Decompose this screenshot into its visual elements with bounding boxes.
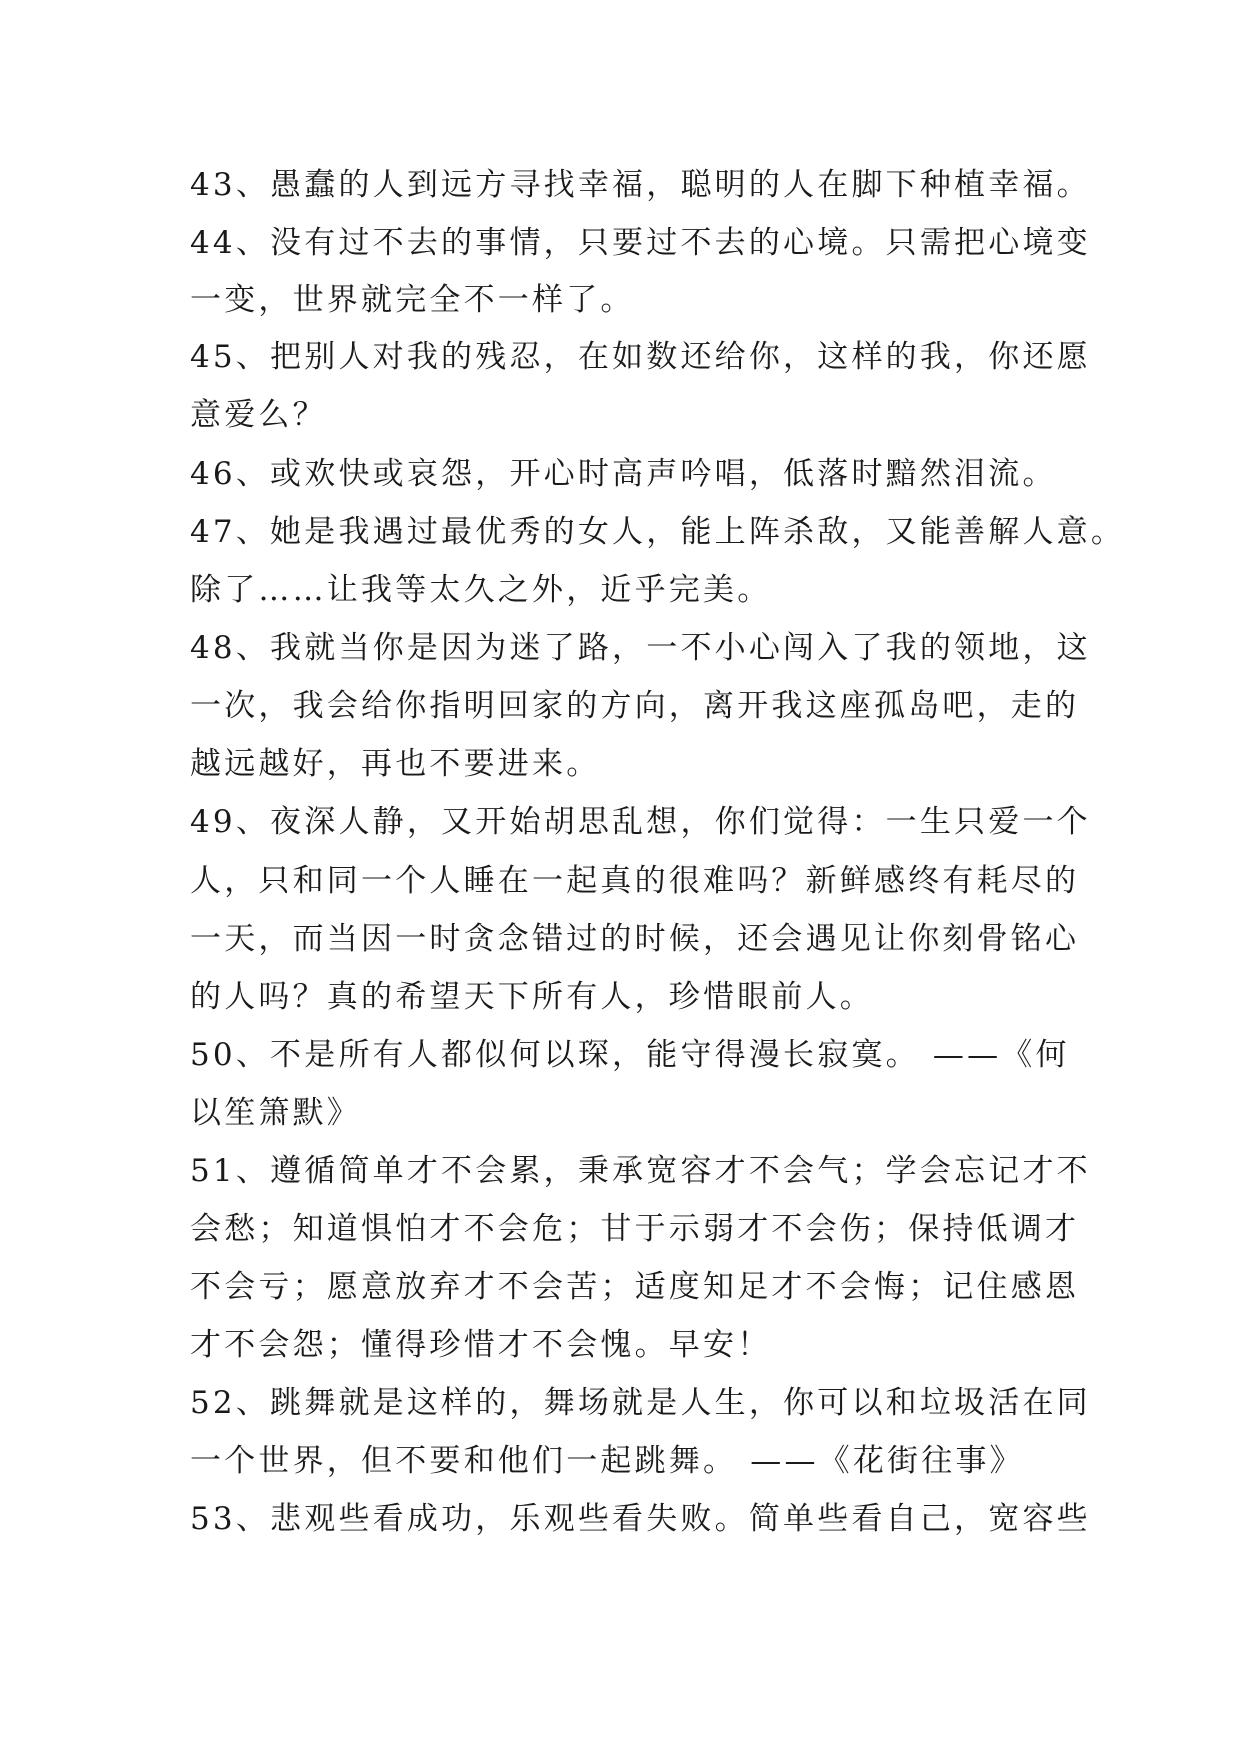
text-line: 46、或欢快或哀怨，开心时高声吟唱，低落时黯然泪流。 — [190, 456, 1057, 492]
text-line: 才不会怨；懂得珍惜才不会愧。早安！ — [190, 1327, 772, 1363]
text-line: 一次，我会给你指明回家的方向，离开我这座孤岛吧，走的 — [190, 688, 1080, 724]
text-line: 的人吗？真的希望天下所有人，珍惜眼前人。 — [190, 979, 874, 1015]
text-line: 52、跳舞就是这样的，舞场就是人生，你可以和垃圾活在同 — [190, 1385, 1091, 1421]
text-line: 会愁；知道惧怕才不会危；甘于示弱才不会伤；保持低调才 — [190, 1211, 1080, 1247]
text-line: 以笙箫默》 — [190, 1095, 361, 1131]
text-line: 50、不是所有人都似何以琛，能守得漫长寂寞。 ——《何 — [190, 1037, 1070, 1073]
text-line: 人，只和同一个人睡在一起真的很难吗？新鲜感终有耗尽的 — [190, 863, 1080, 899]
text-line: 意爱么？ — [190, 397, 327, 433]
text-line: 49、夜深人静，又开始胡思乱想，你们觉得：一生只爱一个 — [190, 804, 1091, 840]
text-line: 一变，世界就完全不一样了。 — [190, 282, 635, 318]
text-line: 43、愚蠢的人到远方寻找幸福，聪明的人在脚下种植幸福。 — [190, 167, 1091, 203]
text-line: 一个世界，但不要和他们一起跳舞。 ——《花街往事》 — [190, 1443, 1024, 1479]
text-line: 44、没有过不去的事情，只要过不去的心境。只需把心境变 — [190, 225, 1091, 261]
text-line: 48、我就当你是因为迷了路，一不小心闯入了我的领地，这 — [190, 630, 1091, 666]
text-line: 不会亏；愿意放弃才不会苦；适度知足才不会悔；记住感恩 — [190, 1269, 1080, 1305]
text-line: 51、遵循简单才不会累，秉承宽容才不会气；学会忘记才不 — [190, 1153, 1091, 1189]
text-line: 一天，而当因一时贪念错过的时候，还会遇见让你刻骨铭心 — [190, 921, 1080, 957]
text-line: 47、她是我遇过最优秀的女人，能上阵杀敌，又能善解人意。 — [190, 514, 1126, 550]
text-line: 除了……让我等太久之外，近乎完美。 — [190, 572, 772, 608]
text-line: 53、悲观些看成功，乐观些看失败。简单些看自己，宽容些 — [190, 1501, 1091, 1537]
text-line: 45、把别人对我的残忍，在如数还给你，这样的我，你还愿 — [190, 339, 1091, 375]
text-line: 越远越好，再也不要进来。 — [190, 746, 601, 782]
